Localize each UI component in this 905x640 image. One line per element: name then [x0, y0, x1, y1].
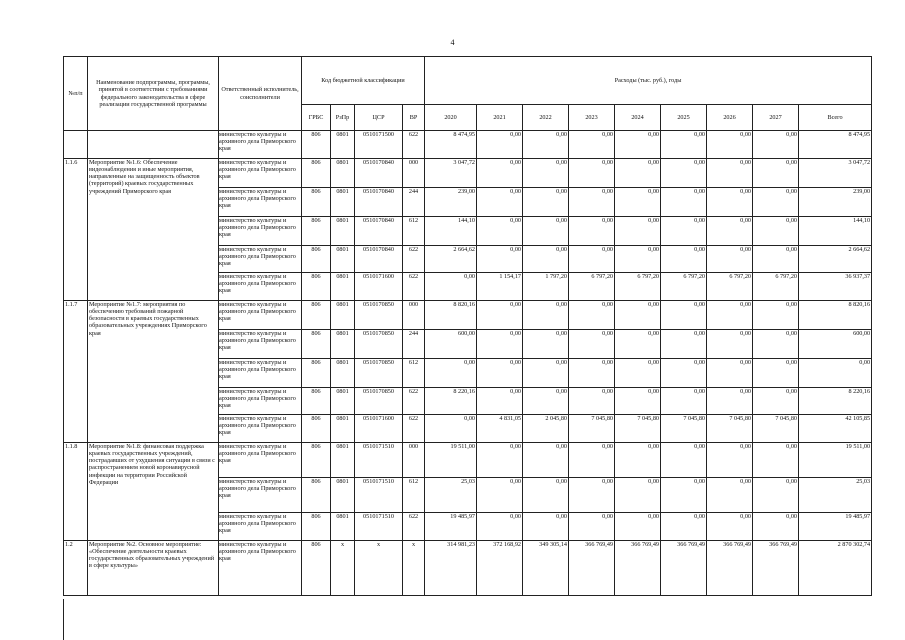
year-value-cell: 366 769,49: [661, 541, 707, 596]
csr-cell: 0510170840: [355, 217, 403, 246]
measure-name: Мероприятие №1.7: мероприятия по обеспечению требований пожарной безопасности в краевых государственных образовательных учреждениях Приморского края: [88, 301, 219, 443]
executor-cell: министерство культуры и архивного дела Приморского края: [219, 415, 302, 443]
year-value-cell: 0,00: [523, 388, 569, 415]
vr-cell: 244: [403, 188, 425, 217]
year-value-cell: 0,00: [753, 330, 799, 359]
grbs-cell: 806: [302, 273, 331, 301]
year-value-cell: 366 769,49: [615, 541, 661, 596]
year-value-cell: 0,00: [569, 217, 615, 246]
csr-cell: 0510170850: [355, 330, 403, 359]
year-value-cell: 0,00: [477, 246, 523, 273]
year-value-cell: 0,00: [523, 359, 569, 388]
header-year-2027: 2027: [753, 105, 799, 131]
csr-cell: 0510171500: [355, 131, 403, 159]
year-value-cell: 0,00: [569, 131, 615, 159]
header-year-2026: 2026: [707, 105, 753, 131]
table-row: [64, 443, 872, 478]
total-cell: 8 220,16: [799, 388, 872, 415]
year-value-cell: 0,00: [615, 478, 661, 513]
total-cell: 600,00: [799, 330, 872, 359]
year-value-cell: 0,00: [523, 217, 569, 246]
total-cell: 8 820,16: [799, 301, 872, 330]
vr-cell: 612: [403, 478, 425, 513]
rzpr-cell: 0801: [331, 159, 355, 188]
rzpr-cell: 0801: [331, 330, 355, 359]
table-body: [64, 131, 872, 596]
year-value-cell: 0,00: [661, 513, 707, 541]
total-cell: 0,00: [799, 359, 872, 388]
executor-cell: министерство культуры и архивного дела Приморского края: [219, 443, 302, 478]
table-row: [64, 301, 872, 330]
year-value-cell: 0,00: [523, 513, 569, 541]
header-year-2023: 2023: [569, 105, 615, 131]
total-cell: 8 474,95: [799, 131, 872, 159]
vr-cell: 612: [403, 359, 425, 388]
vr-cell: 622: [403, 246, 425, 273]
year-value-cell: 0,00: [707, 513, 753, 541]
year-value-cell: 0,00: [523, 478, 569, 513]
vr-cell: х: [403, 541, 425, 596]
header-expenses: Расходы (тыс. руб.), годы: [425, 57, 872, 105]
year-value-cell: 0,00: [707, 188, 753, 217]
table-row: [64, 541, 872, 596]
csr-cell: 0510171510: [355, 513, 403, 541]
year-value-cell: 0,00: [707, 443, 753, 478]
year-value-cell: 6 797,20: [707, 273, 753, 301]
vr-cell: 622: [403, 388, 425, 415]
rzpr-cell: 0801: [331, 513, 355, 541]
year-value-cell: 8 474,95: [425, 131, 477, 159]
csr-cell: 0510170850: [355, 388, 403, 415]
vr-cell: 000: [403, 443, 425, 478]
grbs-cell: 806: [302, 443, 331, 478]
rzpr-cell: 0801: [331, 443, 355, 478]
executor-cell: министерство культуры и архивного дела Приморского края: [219, 330, 302, 359]
year-value-cell: 0,00: [523, 246, 569, 273]
year-value-cell: 0,00: [477, 330, 523, 359]
year-value-cell: 0,00: [707, 246, 753, 273]
year-value-cell: 6 797,20: [661, 273, 707, 301]
year-value-cell: 4 831,05: [477, 415, 523, 443]
header-csr: ЦСР: [355, 105, 403, 131]
total-cell: 3 047,72: [799, 159, 872, 188]
rzpr-cell: х: [331, 541, 355, 596]
year-value-cell: 372 168,92: [477, 541, 523, 596]
year-value-cell: 0,00: [615, 359, 661, 388]
csr-cell: 0510170840: [355, 188, 403, 217]
year-value-cell: 0,00: [569, 513, 615, 541]
rzpr-cell: 0801: [331, 301, 355, 330]
vr-cell: 622: [403, 513, 425, 541]
year-value-cell: 0,00: [523, 188, 569, 217]
year-value-cell: 0,00: [753, 246, 799, 273]
year-value-cell: 0,00: [477, 388, 523, 415]
year-value-cell: 0,00: [707, 159, 753, 188]
year-value-cell: 0,00: [661, 443, 707, 478]
year-value-cell: 6 797,20: [569, 273, 615, 301]
executor-cell: министерство культуры и архивного дела Приморского края: [219, 217, 302, 246]
total-cell: 19 485,97: [799, 513, 872, 541]
year-value-cell: 0,00: [753, 478, 799, 513]
year-value-cell: 0,00: [523, 330, 569, 359]
grbs-cell: 806: [302, 541, 331, 596]
year-value-cell: 1 154,17: [477, 273, 523, 301]
csr-cell: 0510170850: [355, 359, 403, 388]
year-value-cell: 0,00: [425, 359, 477, 388]
executor-cell: министерство культуры и архивного дела Приморского края: [219, 301, 302, 330]
header-year-2024: 2024: [615, 105, 661, 131]
row-number: 1.1.8: [64, 443, 88, 541]
vr-cell: 000: [403, 159, 425, 188]
total-cell: 2 664,62: [799, 246, 872, 273]
vr-cell: 612: [403, 217, 425, 246]
year-value-cell: 2 664,62: [425, 246, 477, 273]
year-value-cell: 0,00: [661, 359, 707, 388]
executor-cell: министерство культуры и архивного дела Приморского края: [219, 273, 302, 301]
grbs-cell: 806: [302, 188, 331, 217]
row-number: [64, 131, 88, 159]
year-value-cell: 366 769,49: [569, 541, 615, 596]
year-value-cell: 0,00: [569, 246, 615, 273]
rzpr-cell: 0801: [331, 246, 355, 273]
total-cell: 19 511,00: [799, 443, 872, 478]
executor-cell: министерство культуры и архивного дела Приморского края: [219, 513, 302, 541]
header-name: Наименование подпрограммы, программы, принятой в соответствии с требованиями федерального законодательства в сфере реализации государственной программы: [88, 57, 219, 131]
year-value-cell: 7 045,80: [615, 415, 661, 443]
measure-name: Мероприятие №1.8: финансовая поддержка краевых государственных учреждений, пострадавших от ухудшения ситуации в связи с распространением новой коронавирусной инфекции на территории Российской Федерации: [88, 443, 219, 541]
year-value-cell: 0,00: [707, 301, 753, 330]
year-value-cell: 0,00: [707, 478, 753, 513]
year-value-cell: 0,00: [477, 301, 523, 330]
executor-cell: министерство культуры и архивного дела Приморского края: [219, 131, 302, 159]
executor-cell: министерство культуры и архивного дела Приморского края: [219, 541, 302, 596]
rzpr-cell: 0801: [331, 131, 355, 159]
year-value-cell: 0,00: [661, 188, 707, 217]
row-number: 1.2: [64, 541, 88, 596]
total-cell: 2 870 302,74: [799, 541, 872, 596]
year-value-cell: 25,03: [425, 478, 477, 513]
vr-cell: 244: [403, 330, 425, 359]
year-value-cell: 0,00: [615, 443, 661, 478]
csr-cell: 0510171510: [355, 478, 403, 513]
year-value-cell: 349 305,14: [523, 541, 569, 596]
grbs-cell: 806: [302, 513, 331, 541]
year-value-cell: 0,00: [569, 159, 615, 188]
rzpr-cell: 0801: [331, 217, 355, 246]
year-value-cell: 0,00: [615, 301, 661, 330]
year-value-cell: 366 769,49: [707, 541, 753, 596]
year-value-cell: 600,00: [425, 330, 477, 359]
year-value-cell: 0,00: [477, 159, 523, 188]
year-value-cell: 314 981,23: [425, 541, 477, 596]
page-number: 4: [450, 38, 455, 47]
year-value-cell: 0,00: [425, 273, 477, 301]
grbs-cell: 806: [302, 217, 331, 246]
grbs-cell: 806: [302, 131, 331, 159]
year-value-cell: 0,00: [523, 443, 569, 478]
year-value-cell: 6 797,20: [753, 273, 799, 301]
year-value-cell: 144,10: [425, 217, 477, 246]
header-year-2025: 2025: [661, 105, 707, 131]
rzpr-cell: 0801: [331, 273, 355, 301]
year-value-cell: 0,00: [425, 415, 477, 443]
row-number: 1.1.7: [64, 301, 88, 443]
header-year-2021: 2021: [477, 105, 523, 131]
total-cell: 42 105,85: [799, 415, 872, 443]
header-total: Всего: [799, 105, 872, 131]
year-value-cell: 0,00: [661, 131, 707, 159]
grbs-cell: 806: [302, 330, 331, 359]
year-value-cell: 7 045,80: [707, 415, 753, 443]
header-num: №п/п: [64, 57, 88, 131]
grbs-cell: 806: [302, 415, 331, 443]
grbs-cell: 806: [302, 301, 331, 330]
year-value-cell: 7 045,80: [753, 415, 799, 443]
header-grbs: ГРБС: [302, 105, 331, 131]
executor-cell: министерство культуры и архивного дела Приморского края: [219, 359, 302, 388]
year-value-cell: 0,00: [661, 330, 707, 359]
year-value-cell: 0,00: [707, 330, 753, 359]
year-value-cell: 0,00: [753, 443, 799, 478]
grbs-cell: 806: [302, 359, 331, 388]
year-value-cell: 0,00: [523, 131, 569, 159]
year-value-cell: 0,00: [569, 443, 615, 478]
year-value-cell: 0,00: [523, 159, 569, 188]
year-value-cell: 8 820,16: [425, 301, 477, 330]
csr-cell: х: [355, 541, 403, 596]
year-value-cell: 0,00: [569, 359, 615, 388]
row-number: 1.1.6: [64, 159, 88, 301]
grbs-cell: 806: [302, 159, 331, 188]
year-value-cell: 0,00: [569, 478, 615, 513]
year-value-cell: 0,00: [707, 217, 753, 246]
header-year-2020: 2020: [425, 105, 477, 131]
header-rzpr: РзПр: [331, 105, 355, 131]
year-value-cell: 239,00: [425, 188, 477, 217]
total-cell: 25,03: [799, 478, 872, 513]
measure-name: [88, 131, 219, 159]
year-value-cell: 0,00: [615, 159, 661, 188]
year-value-cell: 0,00: [661, 217, 707, 246]
executor-cell: министерство культуры и архивного дела Приморского края: [219, 478, 302, 513]
year-value-cell: 0,00: [753, 188, 799, 217]
vr-cell: 622: [403, 131, 425, 159]
budget-table: [63, 56, 872, 596]
year-value-cell: 366 769,49: [753, 541, 799, 596]
year-value-cell: 0,00: [477, 443, 523, 478]
year-value-cell: 2 045,80: [523, 415, 569, 443]
table-row: [64, 159, 872, 188]
header-year-2022: 2022: [523, 105, 569, 131]
rzpr-cell: 0801: [331, 388, 355, 415]
year-value-cell: 0,00: [477, 478, 523, 513]
vr-cell: 000: [403, 301, 425, 330]
executor-cell: министерство культуры и архивного дела Приморского края: [219, 246, 302, 273]
header-budget-code: Код бюджетной классификации: [302, 57, 425, 105]
grbs-cell: 806: [302, 388, 331, 415]
header-executor: Ответственный исполнитель, соисполнители: [219, 57, 302, 131]
year-value-cell: 0,00: [661, 478, 707, 513]
csr-cell: 0510170840: [355, 159, 403, 188]
year-value-cell: 0,00: [661, 159, 707, 188]
year-value-cell: 0,00: [615, 330, 661, 359]
measure-name: Мероприятие №1.6: Обеспечение видеонаблюдения и иные мероприятия, направленные на защищенность объектов (территорий) краевых государственных учреждений Приморского края: [88, 159, 219, 301]
year-value-cell: 0,00: [615, 188, 661, 217]
year-value-cell: 0,00: [707, 359, 753, 388]
rzpr-cell: 0801: [331, 415, 355, 443]
csr-cell: 0510171510: [355, 443, 403, 478]
year-value-cell: 0,00: [477, 359, 523, 388]
year-value-cell: 3 047,72: [425, 159, 477, 188]
grbs-cell: 806: [302, 246, 331, 273]
csr-cell: 0510171600: [355, 415, 403, 443]
year-value-cell: 19 485,97: [425, 513, 477, 541]
year-value-cell: 0,00: [523, 301, 569, 330]
header-vr: ВР: [403, 105, 425, 131]
year-value-cell: 8 220,16: [425, 388, 477, 415]
total-cell: 239,00: [799, 188, 872, 217]
year-value-cell: 0,00: [569, 388, 615, 415]
year-value-cell: 0,00: [661, 388, 707, 415]
executor-cell: министерство культуры и архивного дела Приморского края: [219, 388, 302, 415]
executor-cell: министерство культуры и архивного дела Приморского края: [219, 159, 302, 188]
grbs-cell: 806: [302, 478, 331, 513]
csr-cell: 0510170850: [355, 301, 403, 330]
year-value-cell: 0,00: [753, 217, 799, 246]
year-value-cell: 0,00: [569, 188, 615, 217]
total-cell: 144,10: [799, 217, 872, 246]
measure-name: Мероприятие №2. Основное мероприятие: «Обеспечение деятельности краевых государственных образовательных учреждений в сфере культуры»: [88, 541, 219, 596]
table-row: [64, 131, 872, 159]
rzpr-cell: 0801: [331, 478, 355, 513]
rzpr-cell: 0801: [331, 188, 355, 217]
year-value-cell: 0,00: [477, 188, 523, 217]
year-value-cell: 0,00: [753, 513, 799, 541]
year-value-cell: 0,00: [615, 131, 661, 159]
year-value-cell: 0,00: [477, 131, 523, 159]
year-value-cell: 0,00: [477, 513, 523, 541]
year-value-cell: 7 045,80: [569, 415, 615, 443]
vr-cell: 622: [403, 273, 425, 301]
year-value-cell: 19 511,00: [425, 443, 477, 478]
year-value-cell: 0,00: [753, 359, 799, 388]
year-value-cell: 0,00: [477, 217, 523, 246]
year-value-cell: 0,00: [707, 131, 753, 159]
year-value-cell: 0,00: [753, 301, 799, 330]
executor-cell: министерство культуры и архивного дела Приморского края: [219, 188, 302, 217]
year-value-cell: 6 797,20: [615, 273, 661, 301]
year-value-cell: 0,00: [615, 388, 661, 415]
year-value-cell: 0,00: [753, 159, 799, 188]
year-value-cell: 0,00: [615, 246, 661, 273]
csr-cell: 0510170840: [355, 246, 403, 273]
year-value-cell: 7 045,80: [661, 415, 707, 443]
year-value-cell: 0,00: [753, 388, 799, 415]
year-value-cell: 0,00: [569, 330, 615, 359]
year-value-cell: 0,00: [753, 131, 799, 159]
year-value-cell: 0,00: [661, 301, 707, 330]
year-value-cell: 0,00: [615, 217, 661, 246]
year-value-cell: 0,00: [707, 388, 753, 415]
table-left-border: [63, 599, 64, 640]
year-value-cell: 1 797,20: [523, 273, 569, 301]
year-value-cell: 0,00: [661, 246, 707, 273]
rzpr-cell: 0801: [331, 359, 355, 388]
vr-cell: 622: [403, 415, 425, 443]
year-value-cell: 0,00: [615, 513, 661, 541]
year-value-cell: 0,00: [569, 301, 615, 330]
csr-cell: 0510171600: [355, 273, 403, 301]
total-cell: 36 937,37: [799, 273, 872, 301]
